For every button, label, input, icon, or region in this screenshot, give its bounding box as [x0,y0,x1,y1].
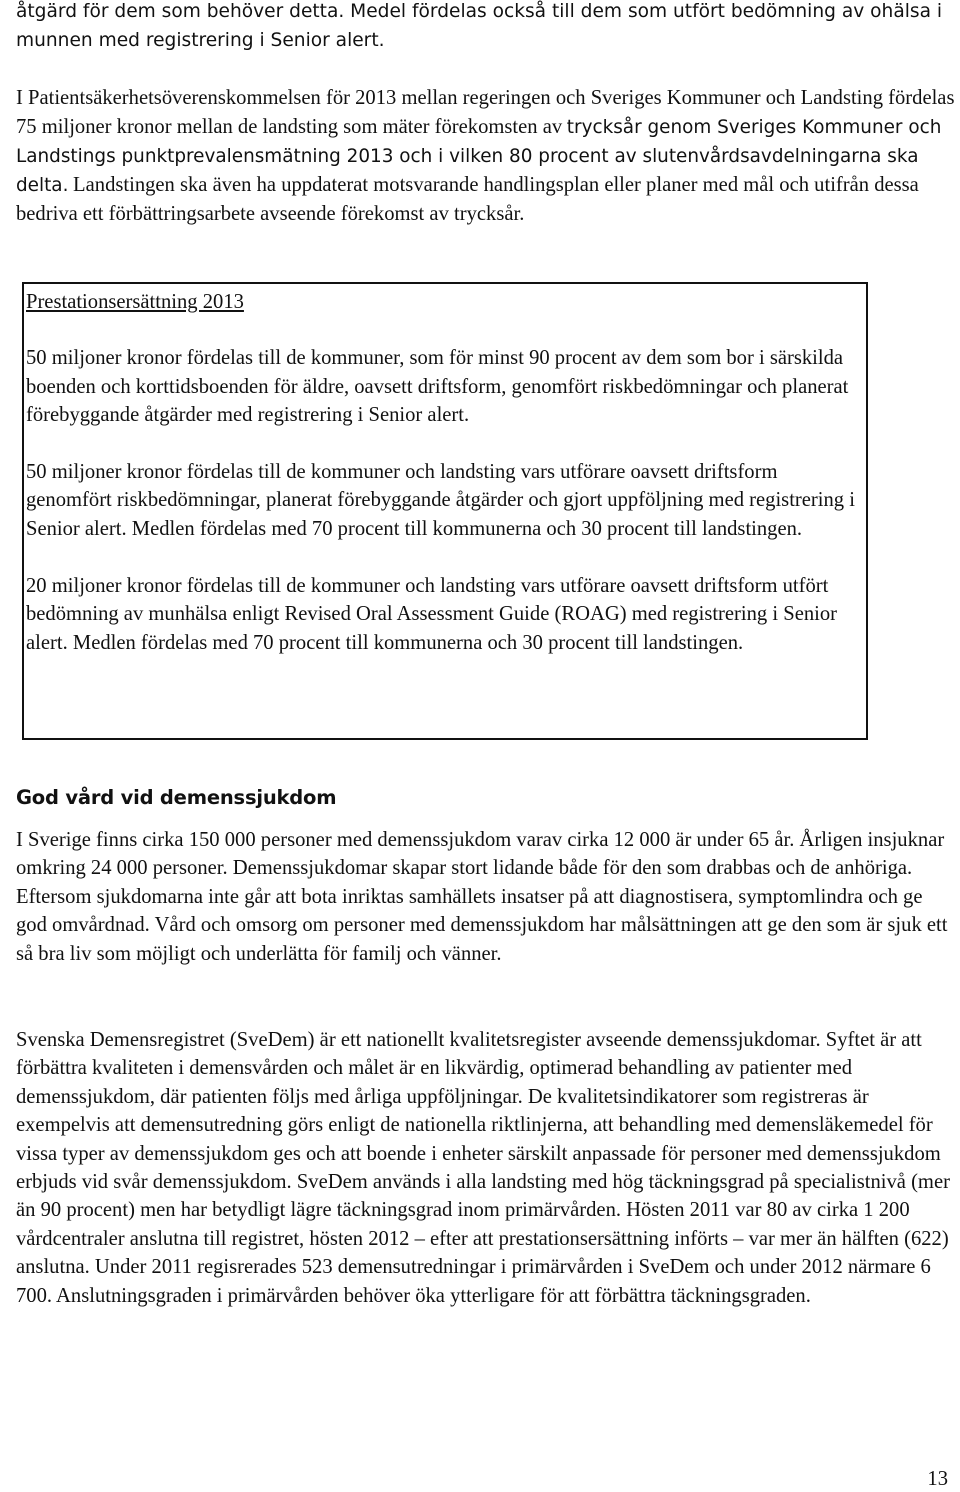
patient-safety-paragraph [16,84,956,229]
box-title: Prestationsersättning 2013 [26,291,244,313]
dementia-paragraph-1: I Sverige finns cirka 150 000 personer med demenssjukdom varav cirka 12 000 är under 65 år. Årligen insjuknar omkring 24 000 personer. Demenssjukdomar skapar stort lidande både för den som drabbas och de anhöriga. Eftersom sjukdomarna inte går att bota inriktas samhällets insatser på att diagnostisera, symptomlindra och ge god omvårdnad. Vård och omsorg om personer med demenssjukdom har målsättningen att ge den som är sjuk ett så bra liv som möjligt och underlätta för familj och vänner. [16,829,948,965]
page-number: 13 [927,1468,948,1490]
patient-safety-text-part-1: I Patientsäkerhetsöverenskommelsen för 2013 mellan regeringen och Sveriges Kommuner och Landsting fördelas 75 miljoner kronor mellan de landsting som mäter förekomsten av [16,87,955,138]
box-paragraph-2: 50 miljoner kronor fördelas till de kommuner och landsting vars utförare oavsett driftsform genomfört riskbedömningar, planerat förebyggande åtgärder och gjort uppföljning med registrering i Senior alert. Medlen fördelas med 70 procent till kommunerna och 30 procent till landstingen. [26,460,855,540]
patient-safety-text-part-2: trycksår genom Sveriges Kommuner och Landstings punktprevalensmätning 2013 och i vilken 80 procent av slutenvårdsavdelningarna ska delta. [16,117,942,196]
performance-compensation-box [22,282,868,740]
patient-safety-text-part-3: Landstingen ska även ha uppdaterat motsvarande handlingsplan eller planer med mål och utifrån dessa bedriva ett förbättringsarbete avseende förekomst av trycksår. [16,174,919,225]
dementia-paragraph-2: Svenska Demensregistret (SveDem) är ett nationellt kvalitetsregister avseende demenssjukdomar. Syftet är att förbättra kvaliteten i demensvården och målet är en likvärdig, optimerad behandling av patienter med demenssjukdom, där patienten följs med årliga uppföljningar. De kvalitetsindikatorer som registreras är exempelvis att demensutredning görs enligt de nationella riktlinjerna, att behandling med demensläkemedel för vissa typer av demenssjukdom ges och att boende i enheter särskilt anpassade för personer med demenssjukdom erbjuds vid svår demenssjukdom. SveDem används i alla landsting med hög täckningsgrad på specialistnivå (mer än 90 procent) men har betydligt lägre täckningsgrad inom primärvården. Hösten 2011 var 80 av cirka 1 200 vårdcentraler anslutna till registret, hösten 2012 – efter att prestationsersättning införts – var mer än hälften (622) anslutna. Under 2011 regisrerades 523 demensutredningar i primärvården i SveDem och under 2012 närmare 6 700. Anslutningsgraden i primärvården behöver öka ytterligare för att förbättra täckningsgraden. [16,1029,950,1307]
intro-paragraph: åtgärd för dem som behöver detta. Medel fördelas också till dem som utfört bedömning av ohälsa i munnen med registrering i Senior alert. [16,1,943,51]
box-paragraph-3: 20 miljoner kronor fördelas till de kommuner och landsting vars utförare oavsett driftsform utfört bedömning av munhälsa enligt Revised Oral Assessment Guide (ROAG) med registrering i Senior alert. Medlen fördelas med 70 procent till kommunerna och 30 procent till landstingen. [26,574,838,654]
performance-compensation-content [26,288,862,657]
section-heading: God vård vid demenssjukdom [16,786,337,809]
box-paragraph-1: 50 miljoner kronor fördelas till de kommuner, som för minst 90 procent av dem som bor i särskilda boenden och korttidsboenden för äldre, oavsett driftsform, genomfört riskbedömningar och planerat förebyggande åtgärder med registrering i Senior alert. [26,347,849,427]
